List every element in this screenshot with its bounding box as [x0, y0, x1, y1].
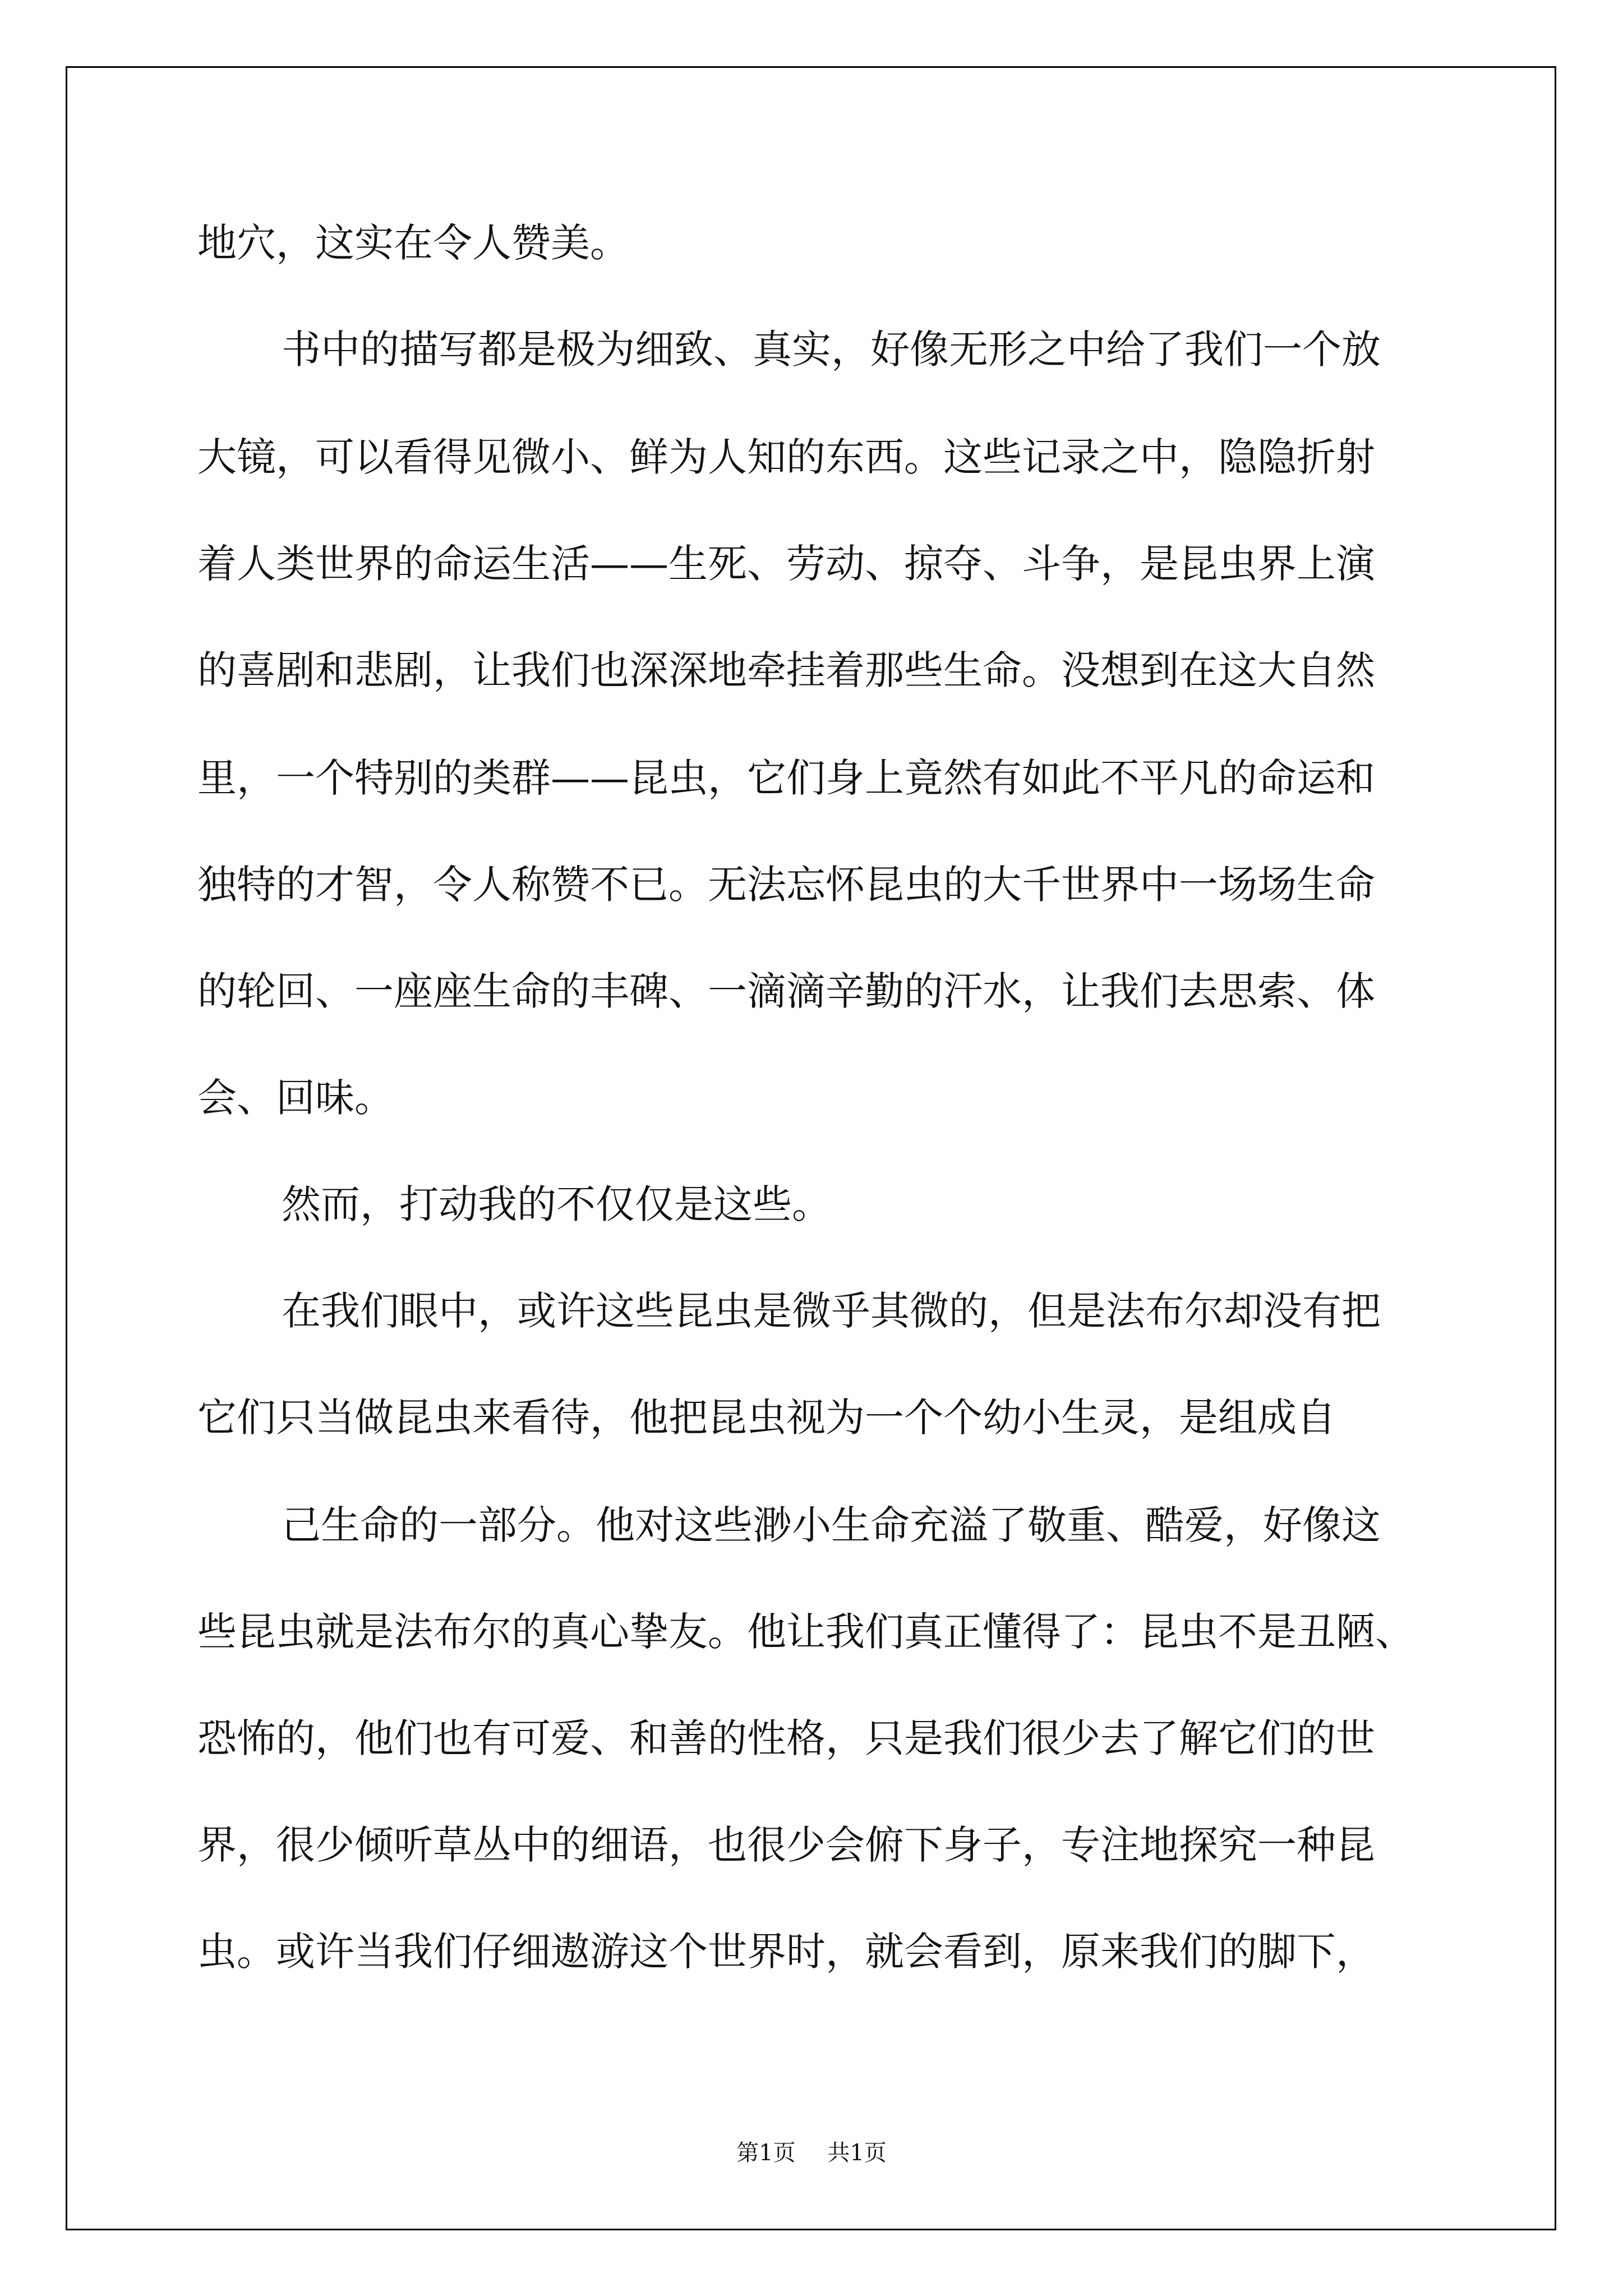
text-line: 界，很少倾听草丛中的细语，也很少会俯下身子，专注地探究一种昆 [197, 1822, 1375, 1868]
page-footer [0, 2136, 1623, 2170]
text-line: 地穴，这实在令人赞美。 [197, 220, 629, 266]
text-line: 的喜剧和悲剧，让我们也深深地牵挂着那些生命。没想到在这大自然 [197, 647, 1375, 693]
page-total: 共1页 [827, 2140, 887, 2166]
text-line: 着人类世界的命运生活——生死、劳动、掠夺、斗争，是昆虫界上演 [197, 541, 1375, 587]
text-line: 虫。或许当我们仔细遨游这个世界时，就会看到，原来我们的脚下， [197, 1929, 1375, 1975]
text-line: 会、回味。 [197, 1075, 394, 1121]
paragraph-first-line: 然而，打动我的不仅仅是这些。 [282, 1181, 831, 1227]
paragraph-first-line: 书中的描写都是极为细致、真实，好像无形之中给了我们一个放 [282, 326, 1381, 372]
text-line: 大镜，可以看得见微小、鲜为人知的东西。这些记录之中，隐隐折射 [197, 434, 1375, 480]
text-line: 些昆虫就是法布尔的真心挚友。他让我们真正懂得了：昆虫不是丑陋、 [197, 1609, 1414, 1655]
page-number: 第1页 [736, 2140, 796, 2166]
text-line: 恐怖的，他们也有可爱、和善的性格，只是我们很少去了解它们的世 [197, 1715, 1375, 1761]
text-line: 它们只当做昆虫来看待，他把昆虫视为一个个幼小生灵，是组成自 [197, 1395, 1336, 1441]
paragraph-first-line: 己生命的一部分。他对这些渺小生命充溢了敬重、酷爱，好像这 [282, 1502, 1381, 1548]
page-border [66, 66, 1556, 2230]
text-line: 的轮回、一座座生命的丰碑、一滴滴辛勤的汗水，让我们去思索、体 [197, 968, 1375, 1014]
text-line: 独特的才智，令人称赞不已。无法忘怀昆虫的大千世界中一场场生命 [197, 862, 1375, 908]
paragraph-first-line: 在我们眼中，或许这些昆虫是微乎其微的，但是法布尔却没有把 [282, 1288, 1381, 1334]
text-line: 里，一个特别的类群——昆虫，它们身上竟然有如此不平凡的命运和 [197, 755, 1375, 801]
